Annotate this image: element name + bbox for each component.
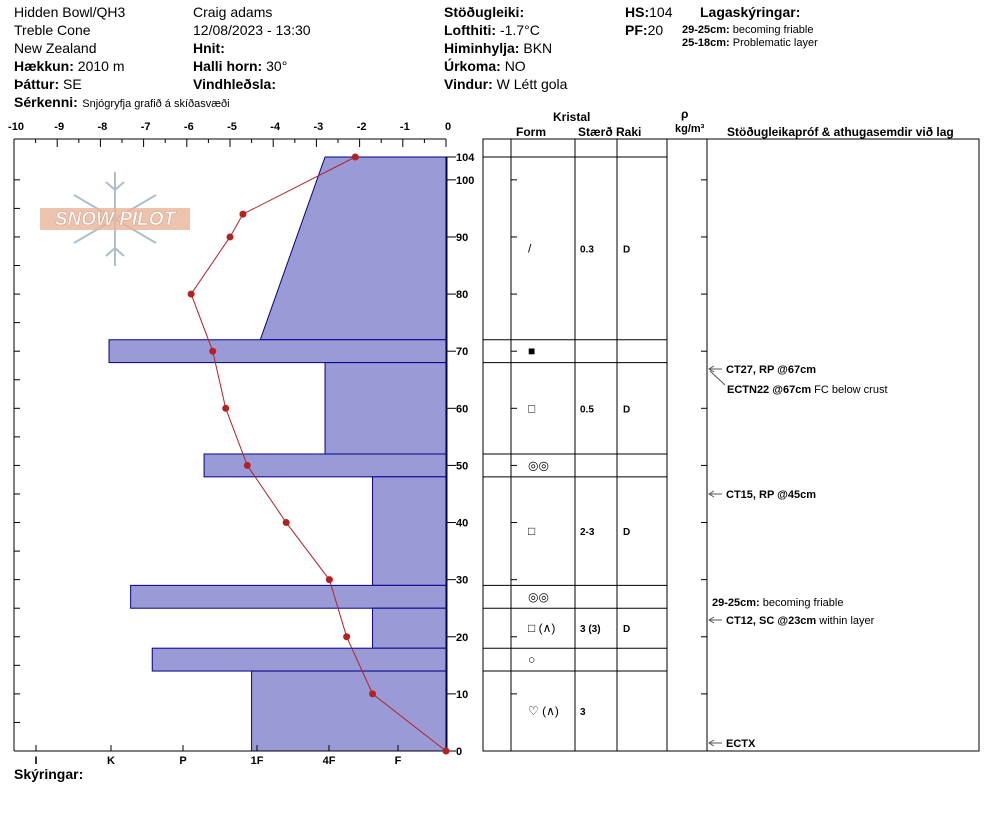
logo-text: SNOW PILOT: [54, 209, 176, 230]
layer-size: 2-3: [580, 527, 595, 539]
sky-value: BKN: [523, 40, 553, 56]
layer-size: 3: [580, 707, 586, 719]
layer-form: ■: [528, 344, 536, 359]
precip-label: Úrkoma:: [444, 58, 501, 74]
density-unit-header: kg/m³: [675, 123, 705, 135]
depth-tick-label: 50: [456, 460, 469, 473]
air-temp-label: Lofthiti:: [444, 22, 497, 38]
layer-moisture: D: [623, 527, 631, 539]
hardness-tick-label: I: [34, 755, 38, 767]
stability-test: [726, 615, 875, 627]
stability-test-note: FC below crust: [811, 384, 888, 396]
temperature-point: [188, 291, 195, 298]
temperature-point: [326, 576, 333, 583]
aspect-label: Þáttur:: [14, 76, 60, 92]
temp-tick-label: -8: [97, 121, 108, 133]
slope-label: Halli horn:: [193, 58, 263, 74]
stability-test: [726, 738, 756, 750]
tests-header: Stöðugleikapróf & athugasemdir við lag: [727, 125, 954, 139]
layer-form: ◎◎: [528, 589, 549, 604]
stability-test-label: CT12, SC @23cm: [726, 615, 817, 627]
temp-tick-label: -6: [183, 121, 194, 133]
stability-test-label: CT15, RP @45cm: [726, 489, 817, 501]
temp-tick-label: -4: [270, 121, 281, 133]
temperature-point: [369, 690, 376, 697]
aspect-value: SE: [63, 76, 82, 92]
size-header: Stærð: [578, 125, 613, 139]
hs-label: HS:: [625, 4, 650, 20]
precip-value: NO: [504, 58, 526, 74]
temperature-point: [222, 405, 229, 412]
layer-size: 0.3: [580, 244, 594, 256]
temperature-point: [227, 233, 234, 240]
layer-moisture: D: [623, 244, 631, 256]
hardness-profile: [109, 157, 447, 751]
depth-tick-label: 20: [456, 631, 469, 644]
hardness-bar: [131, 585, 447, 608]
wind-value: W Létt gola: [496, 76, 568, 92]
wind-load-label: Vindhleðsla:: [193, 76, 276, 92]
stability-test-note: becoming friable: [759, 597, 844, 609]
stability-test: [726, 489, 816, 501]
table-frame: [483, 139, 979, 751]
sky-label: Himinhylja:: [444, 40, 520, 56]
depth-tick-label: 80: [456, 289, 469, 302]
form-header: Form: [516, 125, 546, 139]
slope-value: 30°: [266, 58, 288, 74]
layer-form: /: [528, 241, 532, 256]
depth-tick-label: 10: [456, 688, 469, 701]
country-name: New Zealand: [14, 40, 97, 56]
layer-form: ◎◎: [528, 458, 549, 473]
stability-test-label: ECTN22 @67cm: [727, 384, 812, 396]
hardness-tick-label: K: [107, 755, 115, 767]
depth-tick-label: 40: [456, 517, 469, 530]
temp-tick-label: -1: [399, 121, 410, 133]
stability-test: [727, 384, 888, 396]
depth-tick-label: 70: [456, 346, 469, 359]
temp-tick-label: -9: [54, 121, 65, 133]
hs-value: 104: [649, 4, 673, 20]
area-name: Treble Cone: [14, 22, 91, 38]
features-value: Snjógryfja grafið á skíðasvæði: [82, 98, 230, 110]
layer-size: 3 (3): [580, 624, 601, 636]
layer-form: □: [528, 401, 536, 416]
observation-datetime: 12/08/2023 - 13:30: [193, 22, 311, 38]
temp-tick-label: -7: [140, 121, 151, 133]
layer-note-range: 25-18cm:: [682, 37, 730, 49]
stability-test: [712, 597, 843, 609]
layer-note-text: Problematic layer: [732, 37, 818, 49]
hardness-bar: [152, 648, 447, 671]
temperature-point: [343, 633, 350, 640]
hardness-tick-label: 1F: [250, 755, 264, 767]
pf-value: 20: [647, 22, 664, 38]
temp-tick-label: 0: [444, 121, 452, 133]
depth-tick-label: 104: [456, 152, 475, 164]
stability-label: Stöðugleiki:: [444, 4, 525, 20]
stability-test-label: CT27, RP @67cm: [726, 364, 817, 376]
temp-tick-label: -10: [8, 121, 24, 133]
temperature-point: [443, 748, 450, 755]
hardness-bar: [260, 157, 447, 340]
temp-tick-label: -3: [313, 121, 324, 133]
layer-form: □ (∧): [528, 621, 556, 636]
hardness-tick-label: 4F: [322, 755, 336, 767]
hardness-bar: [252, 671, 447, 751]
hardness-bar: [373, 477, 447, 586]
hardness-tick-label: F: [394, 755, 402, 767]
temperature-point: [239, 211, 246, 218]
layer-form: □: [528, 524, 536, 539]
temperature-point: [352, 154, 359, 161]
layer-table: [483, 139, 979, 751]
air-temp-value: -1.7°C: [499, 22, 540, 38]
hardness-bar: [325, 363, 447, 454]
depth-tick-label: 60: [456, 403, 469, 416]
wind-label: Vindur:: [444, 76, 493, 92]
depth-tick-label: 100: [456, 174, 475, 187]
rho-header: ρ: [681, 107, 689, 121]
coords-label: Hnit:: [193, 40, 225, 56]
location-name: Hidden Bowl/QH3: [14, 4, 126, 20]
observer-name: Craig adams: [193, 4, 273, 20]
hardness-bar: [109, 340, 447, 363]
stability-test-label: 29-25cm:: [712, 597, 760, 609]
layer-size: 0.5: [580, 404, 594, 416]
stability-test: [726, 364, 816, 376]
layer-form: ○: [528, 652, 536, 667]
hardness-bar: [204, 454, 447, 477]
hardness-tick-label: P: [179, 755, 187, 767]
pf-label: PF:: [625, 22, 648, 38]
test-arrow: [710, 371, 725, 385]
hardness-bar: [373, 608, 447, 648]
depth-tick-label: 0: [456, 746, 463, 758]
stability-test-note: within layer: [816, 615, 875, 627]
temperature-point: [244, 462, 251, 469]
elevation-value: 2010 m: [77, 58, 125, 74]
moisture-header: Raki: [616, 125, 642, 139]
temperature-point: [209, 348, 216, 355]
legend-label: Skýringar:: [14, 766, 84, 782]
layer-note-text: becoming friable: [732, 24, 814, 36]
layer-notes-label: Lagaskýringar:: [700, 4, 801, 20]
stability-test-label: ECTX: [726, 738, 756, 750]
depth-tick-label: 30: [456, 574, 469, 587]
temperature-point: [283, 519, 290, 526]
layer-form: ♡ (∧): [528, 704, 559, 719]
crystal-header: Kristal: [553, 110, 591, 124]
temp-tick-label: -5: [227, 121, 237, 133]
elevation-label: Hækkun:: [14, 58, 74, 74]
depth-tick-label: 90: [456, 231, 469, 244]
layer-moisture: D: [623, 404, 631, 416]
layer-note-range: 29-25cm:: [682, 24, 730, 36]
features-label: Sérkenni:: [14, 94, 78, 110]
temp-tick-label: -2: [356, 121, 367, 133]
layer-moisture: D: [623, 624, 631, 636]
